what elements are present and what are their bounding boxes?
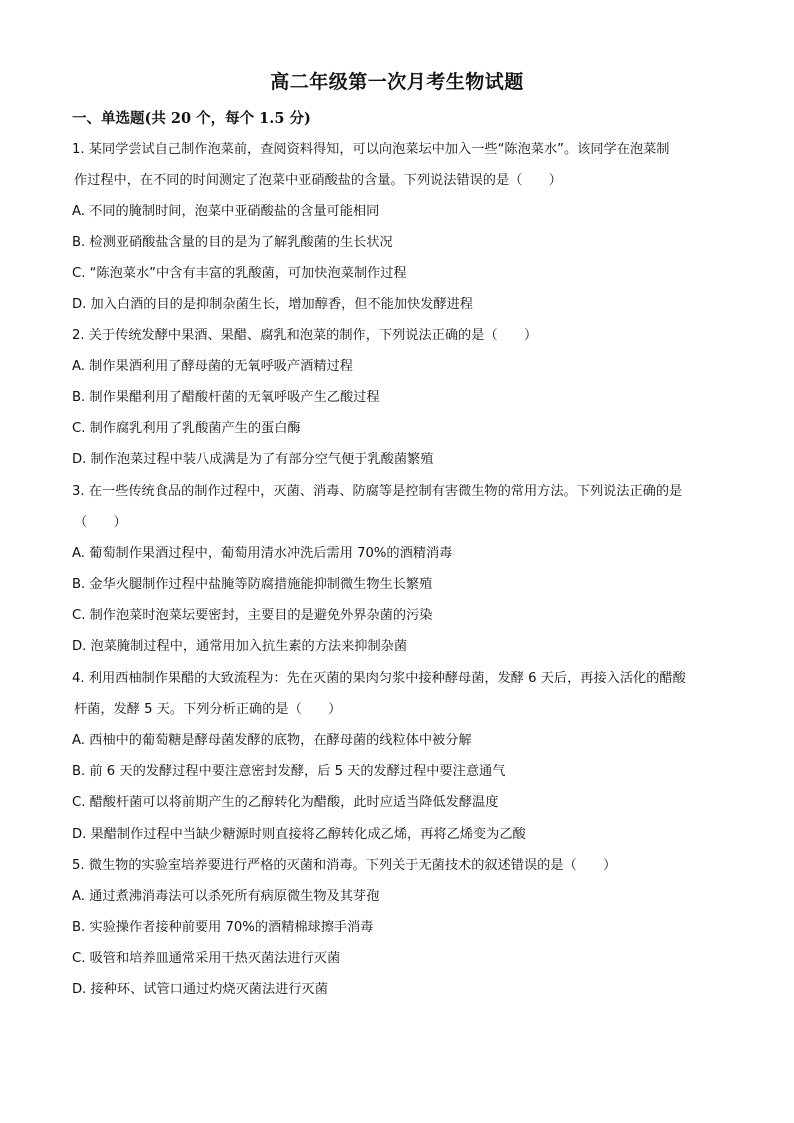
question-4-option-d: D. 果醋制作过程中当缺少糖源时则直接将乙醇转化成乙烯，再将乙烯变为乙酸 xyxy=(72,827,526,842)
question-3-option-c: C. 制作泡菜时泡菜坛要密封，主要目的是避免外界杂菌的污染 xyxy=(72,608,433,623)
question-3-stem-line-1: 3. 在一些传统食品的制作过程中，灭菌、消毒、防腐等是控制有害微生物的常用方法。下列说法正确的是 xyxy=(72,484,683,499)
question-1-option-a: A. 不同的腌制时间，泡菜中亚硝酸盐的含量可能相同 xyxy=(72,204,380,219)
question-2-option-b: B. 制作果醋利用了醋酸杆菌的无氧呼吸产生乙酸过程 xyxy=(72,390,380,405)
question-5-stem-line-1: 5. 微生物的实验室培养要进行严格的灭菌和消毒。下列关于无菌技术的叙述错误的是（ ） xyxy=(72,858,617,873)
question-4-option-c: C. 醋酸杆菌可以将前期产生的乙醇转化为醋酸，此时应适当降低发酵温度 xyxy=(72,795,499,810)
section-heading: 一、单选题(共 20 个，每个 1.5 分) xyxy=(72,110,311,127)
question-2-stem-line-1: 2. 关于传统发酵中果酒、果醋、腐乳和泡菜的制作，下列说法正确的是（ ） xyxy=(72,328,538,343)
question-5-option-a: A. 通过煮沸消毒法可以杀死所有病原微生物及其芽孢 xyxy=(72,889,380,904)
exam-title: 高二年级第一次月考生物试题 xyxy=(270,71,524,93)
question-3-stem-line-2: （ ） xyxy=(74,515,127,530)
question-5-option-d: D. 接种环、试管口通过灼烧灭菌法进行灭菌 xyxy=(72,982,328,997)
question-3-option-a: A. 葡萄制作果酒过程中，葡萄用清水冲洗后需用 70%的酒精消毒 xyxy=(72,546,453,561)
question-5-option-b: B. 实验操作者接种前要用 70%的酒精棉球擦手消毒 xyxy=(72,920,374,935)
question-3-option-d: D. 泡菜腌制过程中，通常用加入抗生素的方法来抑制杂菌 xyxy=(72,639,408,654)
question-5-option-c: C. 吸管和培养皿通常采用干热灭菌法进行灭菌 xyxy=(72,951,341,966)
question-2-option-a: A. 制作果酒利用了酵母菌的无氧呼吸产酒精过程 xyxy=(72,359,353,374)
question-4-stem-line-1: 4. 利用西柚制作果醋的大致流程为：先在灭菌的果肉匀浆中接种酵母菌，发酵 6 天后，再接入活化的醋酸 xyxy=(72,671,686,686)
question-2-option-d: D. 制作泡菜过程中装八成满是为了有部分空气便于乳酸菌繁殖 xyxy=(72,452,434,467)
question-1-option-c: C. “陈泡菜水”中含有丰富的乳酸菌，可加快泡菜制作过程 xyxy=(72,266,407,281)
question-1-option-b: B. 检测亚硝酸盐含量的目的是为了解乳酸菌的生长状况 xyxy=(72,235,393,250)
question-1-stem-line-1: 1. 某同学尝试自己制作泡菜前，查阅资料得知，可以向泡菜坛中加入一些“陈泡菜水”。该同学在泡菜制 xyxy=(72,142,670,157)
question-1-option-d: D. 加入白酒的目的是抑制杂菌生长，增加醇香，但不能加快发酵进程 xyxy=(72,297,473,312)
question-2-option-c: C. 制作腐乳利用了乳酸菌产生的蛋白酶 xyxy=(72,421,301,436)
question-4-stem-line-2: 杆菌，发酵 5 天。下列分析正确的是（ ） xyxy=(74,702,342,717)
question-4-option-b: B. 前 6 天的发酵过程中要注意密封发酵，后 5 天的发酵过程中要注意通气 xyxy=(72,764,506,779)
question-3-option-b: B. 金华火腿制作过程中盐腌等防腐措施能抑制微生物生长繁殖 xyxy=(72,577,433,592)
question-1-stem-line-2: 作过程中，在不同的时间测定了泡菜中亚硝酸盐的含量。下列说法错误的是（ ） xyxy=(74,173,562,188)
question-4-option-a: A. 西柚中的葡萄糖是酵母菌发酵的底物，在酵母菌的线粒体中被分解 xyxy=(72,733,472,748)
